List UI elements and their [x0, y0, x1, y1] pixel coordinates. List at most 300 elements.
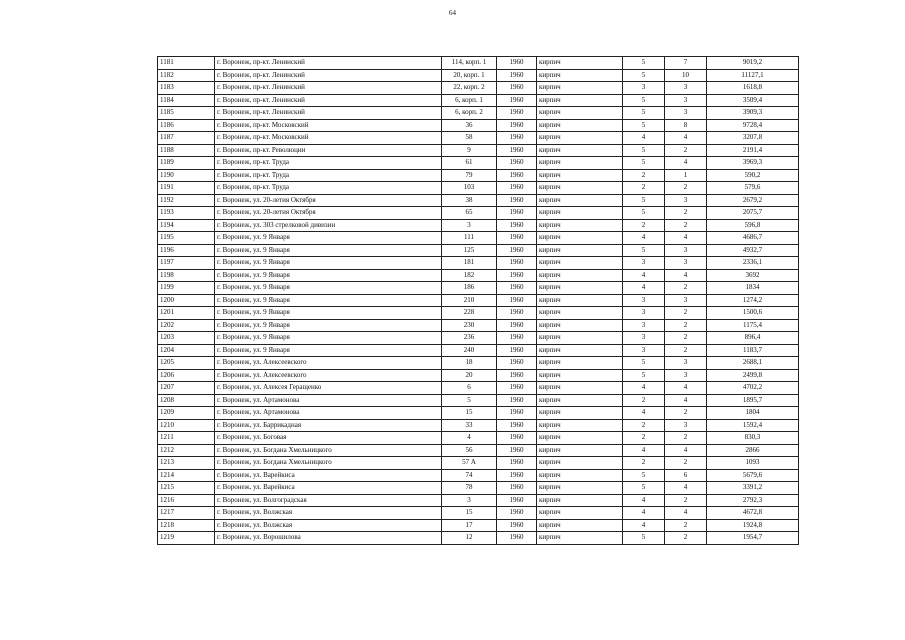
- table-row: [158, 257, 799, 270]
- floors-cell: 4: [623, 407, 665, 420]
- house-number-cell: 9: [442, 144, 497, 157]
- table-row: [158, 132, 799, 145]
- entrances-cell: 3: [665, 107, 707, 120]
- table-row: [158, 69, 799, 82]
- housing-registry-table: [157, 56, 799, 545]
- table-row: [158, 457, 799, 470]
- total-area-cell: 1183,7: [707, 344, 799, 357]
- total-area-cell: 2792,3: [707, 494, 799, 507]
- total-area-cell: 4702,2: [707, 382, 799, 395]
- build-year-cell: 1960: [497, 232, 537, 245]
- build-year-cell: 1960: [497, 269, 537, 282]
- total-area-cell: 2679,2: [707, 194, 799, 207]
- record-number-cell: 1212: [158, 444, 215, 457]
- address-cell: г. Воронеж, пр-кт. Ленинский: [215, 94, 442, 107]
- build-year-cell: 1960: [497, 319, 537, 332]
- address-cell: г. Воронеж, ул. 9 Января: [215, 232, 442, 245]
- address-cell: г. Воронеж, ул. Варейкиса: [215, 469, 442, 482]
- entrances-cell: 4: [665, 482, 707, 495]
- wall-material-cell: кирпич: [537, 132, 623, 145]
- entrances-cell: 3: [665, 357, 707, 370]
- wall-material-cell: кирпич: [537, 444, 623, 457]
- entrances-cell: 2: [665, 532, 707, 545]
- build-year-cell: 1960: [497, 394, 537, 407]
- entrances-cell: 2: [665, 144, 707, 157]
- house-number-cell: 236: [442, 332, 497, 345]
- entrances-cell: 2: [665, 344, 707, 357]
- page-number: 64: [449, 9, 456, 17]
- floors-cell: 3: [623, 294, 665, 307]
- build-year-cell: 1960: [497, 194, 537, 207]
- wall-material-cell: кирпич: [537, 244, 623, 257]
- address-cell: г. Воронеж, ул. 9 Января: [215, 307, 442, 320]
- table-row: [158, 282, 799, 295]
- total-area-cell: 1500,6: [707, 307, 799, 320]
- table-row: [158, 469, 799, 482]
- wall-material-cell: кирпич: [537, 357, 623, 370]
- total-area-cell: 11127,1: [707, 69, 799, 82]
- house-number-cell: 5: [442, 394, 497, 407]
- table-row: [158, 82, 799, 95]
- house-number-cell: 3: [442, 494, 497, 507]
- table-row: [158, 344, 799, 357]
- entrances-cell: 3: [665, 244, 707, 257]
- floors-cell: 4: [623, 494, 665, 507]
- floors-cell: 4: [623, 282, 665, 295]
- total-area-cell: 3692: [707, 269, 799, 282]
- address-cell: г. Воронеж, ул. 9 Января: [215, 282, 442, 295]
- house-number-cell: 103: [442, 182, 497, 195]
- floors-cell: 5: [623, 532, 665, 545]
- record-number-cell: 1197: [158, 257, 215, 270]
- floors-cell: 2: [623, 219, 665, 232]
- build-year-cell: 1960: [497, 457, 537, 470]
- record-number-cell: 1185: [158, 107, 215, 120]
- build-year-cell: 1960: [497, 257, 537, 270]
- entrances-cell: 3: [665, 257, 707, 270]
- total-area-cell: 1954,7: [707, 532, 799, 545]
- wall-material-cell: кирпич: [537, 369, 623, 382]
- table-row: [158, 419, 799, 432]
- entrances-cell: 2: [665, 307, 707, 320]
- address-cell: г. Воронеж, ул. Артамонова: [215, 394, 442, 407]
- build-year-cell: 1960: [497, 69, 537, 82]
- floors-cell: 3: [623, 332, 665, 345]
- build-year-cell: 1960: [497, 107, 537, 120]
- house-number-cell: 181: [442, 257, 497, 270]
- table-row: [158, 519, 799, 532]
- entrances-cell: 3: [665, 369, 707, 382]
- address-cell: г. Воронеж, пр-кт. Московский: [215, 119, 442, 132]
- wall-material-cell: кирпич: [537, 407, 623, 420]
- table-row: [158, 332, 799, 345]
- entrances-cell: 4: [665, 132, 707, 145]
- wall-material-cell: кирпич: [537, 482, 623, 495]
- total-area-cell: 2075,7: [707, 207, 799, 220]
- table-row: [158, 407, 799, 420]
- house-number-cell: 74: [442, 469, 497, 482]
- floors-cell: 4: [623, 269, 665, 282]
- house-number-cell: 58: [442, 132, 497, 145]
- house-number-cell: 111: [442, 232, 497, 245]
- record-number-cell: 1198: [158, 269, 215, 282]
- wall-material-cell: кирпич: [537, 382, 623, 395]
- wall-material-cell: кирпич: [537, 519, 623, 532]
- floors-cell: 4: [623, 519, 665, 532]
- table-row: [158, 169, 799, 182]
- address-cell: г. Воронеж, ул. 9 Января: [215, 319, 442, 332]
- record-number-cell: 1213: [158, 457, 215, 470]
- floors-cell: 5: [623, 244, 665, 257]
- house-number-cell: 6, корп. 1: [442, 94, 497, 107]
- wall-material-cell: кирпич: [537, 194, 623, 207]
- table-row: [158, 482, 799, 495]
- total-area-cell: 2336,1: [707, 257, 799, 270]
- wall-material-cell: кирпич: [537, 219, 623, 232]
- house-number-cell: 65: [442, 207, 497, 220]
- address-cell: г. Воронеж, ул. Волжская: [215, 507, 442, 520]
- record-number-cell: 1206: [158, 369, 215, 382]
- address-cell: г. Воронеж, пр-кт. Труда: [215, 157, 442, 170]
- build-year-cell: 1960: [497, 57, 537, 70]
- record-number-cell: 1188: [158, 144, 215, 157]
- build-year-cell: 1960: [497, 82, 537, 95]
- build-year-cell: 1960: [497, 219, 537, 232]
- table-row: [158, 207, 799, 220]
- record-number-cell: 1215: [158, 482, 215, 495]
- entrances-cell: 4: [665, 394, 707, 407]
- entrances-cell: 2: [665, 219, 707, 232]
- record-number-cell: 1195: [158, 232, 215, 245]
- table-row: [158, 307, 799, 320]
- house-number-cell: 6: [442, 382, 497, 395]
- total-area-cell: 4686,7: [707, 232, 799, 245]
- total-area-cell: 4932,7: [707, 244, 799, 257]
- total-area-cell: 3391,2: [707, 482, 799, 495]
- total-area-cell: 3969,3: [707, 157, 799, 170]
- entrances-cell: 1: [665, 169, 707, 182]
- floors-cell: 4: [623, 132, 665, 145]
- build-year-cell: 1960: [497, 519, 537, 532]
- wall-material-cell: кирпич: [537, 144, 623, 157]
- entrances-cell: 4: [665, 269, 707, 282]
- address-cell: г. Воронеж, ул. Алексея Геращенко: [215, 382, 442, 395]
- wall-material-cell: кирпич: [537, 307, 623, 320]
- floors-cell: 2: [623, 419, 665, 432]
- address-cell: г. Воронеж, ул. 9 Января: [215, 257, 442, 270]
- total-area-cell: 2499,8: [707, 369, 799, 382]
- wall-material-cell: кирпич: [537, 507, 623, 520]
- total-area-cell: 1175,4: [707, 319, 799, 332]
- table-row: [158, 382, 799, 395]
- entrances-cell: 4: [665, 507, 707, 520]
- build-year-cell: 1960: [497, 382, 537, 395]
- entrances-cell: 2: [665, 457, 707, 470]
- record-number-cell: 1208: [158, 394, 215, 407]
- table-row: [158, 444, 799, 457]
- total-area-cell: 1924,8: [707, 519, 799, 532]
- entrances-cell: 8: [665, 119, 707, 132]
- address-cell: г. Воронеж, ул. Богдана Хмельницкого: [215, 444, 442, 457]
- address-cell: г. Воронеж, ул. Баррикадная: [215, 419, 442, 432]
- record-number-cell: 1184: [158, 94, 215, 107]
- total-area-cell: 830,3: [707, 432, 799, 445]
- house-number-cell: 18: [442, 357, 497, 370]
- address-cell: г. Воронеж, пр-кт. Ленинский: [215, 69, 442, 82]
- build-year-cell: 1960: [497, 244, 537, 257]
- house-number-cell: 61: [442, 157, 497, 170]
- record-number-cell: 1193: [158, 207, 215, 220]
- table-row: [158, 494, 799, 507]
- build-year-cell: 1960: [497, 157, 537, 170]
- wall-material-cell: кирпич: [537, 332, 623, 345]
- house-number-cell: 114, корп. 1: [442, 57, 497, 70]
- table-row: [158, 394, 799, 407]
- build-year-cell: 1960: [497, 207, 537, 220]
- build-year-cell: 1960: [497, 444, 537, 457]
- wall-material-cell: кирпич: [537, 282, 623, 295]
- record-number-cell: 1204: [158, 344, 215, 357]
- build-year-cell: 1960: [497, 144, 537, 157]
- floors-cell: 5: [623, 357, 665, 370]
- wall-material-cell: кирпич: [537, 532, 623, 545]
- table-row: [158, 369, 799, 382]
- address-cell: г. Воронеж, пр-кт. Ленинский: [215, 107, 442, 120]
- wall-material-cell: кирпич: [537, 344, 623, 357]
- entrances-cell: 4: [665, 382, 707, 395]
- table-row: [158, 432, 799, 445]
- house-number-cell: 33: [442, 419, 497, 432]
- record-number-cell: 1207: [158, 382, 215, 395]
- wall-material-cell: кирпич: [537, 157, 623, 170]
- wall-material-cell: кирпич: [537, 57, 623, 70]
- record-number-cell: 1190: [158, 169, 215, 182]
- entrances-cell: 2: [665, 432, 707, 445]
- address-cell: г. Воронеж, пр-кт. Московский: [215, 132, 442, 145]
- address-cell: г. Воронеж, ул. 9 Января: [215, 344, 442, 357]
- floors-cell: 5: [623, 157, 665, 170]
- record-number-cell: 1187: [158, 132, 215, 145]
- record-number-cell: 1183: [158, 82, 215, 95]
- wall-material-cell: кирпич: [537, 94, 623, 107]
- floors-cell: 5: [623, 107, 665, 120]
- house-number-cell: 20: [442, 369, 497, 382]
- house-number-cell: 17: [442, 519, 497, 532]
- floors-cell: 5: [623, 119, 665, 132]
- build-year-cell: 1960: [497, 119, 537, 132]
- record-number-cell: 1201: [158, 307, 215, 320]
- house-number-cell: 38: [442, 194, 497, 207]
- house-number-cell: 56: [442, 444, 497, 457]
- record-number-cell: 1210: [158, 419, 215, 432]
- floors-cell: 2: [623, 169, 665, 182]
- record-number-cell: 1186: [158, 119, 215, 132]
- entrances-cell: 3: [665, 194, 707, 207]
- house-number-cell: 186: [442, 282, 497, 295]
- address-cell: г. Воронеж, ул. Алексеевского: [215, 369, 442, 382]
- table-row: [158, 107, 799, 120]
- wall-material-cell: кирпич: [537, 494, 623, 507]
- floors-cell: 2: [623, 457, 665, 470]
- table-row: [158, 294, 799, 307]
- build-year-cell: 1960: [497, 369, 537, 382]
- build-year-cell: 1960: [497, 344, 537, 357]
- floors-cell: 3: [623, 307, 665, 320]
- build-year-cell: 1960: [497, 469, 537, 482]
- total-area-cell: 4672,8: [707, 507, 799, 520]
- wall-material-cell: кирпич: [537, 107, 623, 120]
- address-cell: г. Воронеж, ул. 20-летия Октября: [215, 194, 442, 207]
- total-area-cell: 596,8: [707, 219, 799, 232]
- address-cell: г. Воронеж, пр-кт. Революции: [215, 144, 442, 157]
- floors-cell: 4: [623, 382, 665, 395]
- wall-material-cell: кирпич: [537, 394, 623, 407]
- entrances-cell: 2: [665, 494, 707, 507]
- wall-material-cell: кирпич: [537, 169, 623, 182]
- entrances-cell: 10: [665, 69, 707, 82]
- table-row: [158, 94, 799, 107]
- address-cell: г. Воронеж, ул. 9 Января: [215, 294, 442, 307]
- record-number-cell: 1181: [158, 57, 215, 70]
- total-area-cell: 5679,6: [707, 469, 799, 482]
- wall-material-cell: кирпич: [537, 207, 623, 220]
- house-number-cell: 22, корп. 2: [442, 82, 497, 95]
- floors-cell: 3: [623, 319, 665, 332]
- record-number-cell: 1202: [158, 319, 215, 332]
- address-cell: г. Воронеж, ул. Волжская: [215, 519, 442, 532]
- table-row: [158, 232, 799, 245]
- wall-material-cell: кирпич: [537, 257, 623, 270]
- build-year-cell: 1960: [497, 507, 537, 520]
- wall-material-cell: кирпич: [537, 419, 623, 432]
- table-row: [158, 182, 799, 195]
- wall-material-cell: кирпич: [537, 182, 623, 195]
- total-area-cell: 1274,2: [707, 294, 799, 307]
- address-cell: г. Воронеж, ул. 20-летия Октября: [215, 207, 442, 220]
- wall-material-cell: кирпич: [537, 469, 623, 482]
- total-area-cell: 1895,7: [707, 394, 799, 407]
- build-year-cell: 1960: [497, 182, 537, 195]
- house-number-cell: 15: [442, 507, 497, 520]
- floors-cell: 5: [623, 369, 665, 382]
- house-number-cell: 230: [442, 319, 497, 332]
- build-year-cell: 1960: [497, 419, 537, 432]
- entrances-cell: 3: [665, 82, 707, 95]
- floors-cell: 3: [623, 344, 665, 357]
- wall-material-cell: кирпич: [537, 119, 623, 132]
- total-area-cell: 3207,8: [707, 132, 799, 145]
- entrances-cell: 2: [665, 282, 707, 295]
- record-number-cell: 1214: [158, 469, 215, 482]
- house-number-cell: 78: [442, 482, 497, 495]
- wall-material-cell: кирпич: [537, 432, 623, 445]
- record-number-cell: 1194: [158, 219, 215, 232]
- entrances-cell: 6: [665, 469, 707, 482]
- total-area-cell: 1093: [707, 457, 799, 470]
- address-cell: г. Воронеж, ул. 9 Января: [215, 332, 442, 345]
- wall-material-cell: кирпич: [537, 294, 623, 307]
- entrances-cell: 2: [665, 519, 707, 532]
- table-row: [158, 269, 799, 282]
- house-number-cell: 15: [442, 407, 497, 420]
- total-area-cell: 9019,2: [707, 57, 799, 70]
- floors-cell: 3: [623, 257, 665, 270]
- total-area-cell: 1618,8: [707, 82, 799, 95]
- record-number-cell: 1203: [158, 332, 215, 345]
- wall-material-cell: кирпич: [537, 82, 623, 95]
- house-number-cell: 36: [442, 119, 497, 132]
- entrances-cell: 4: [665, 157, 707, 170]
- floors-cell: 4: [623, 507, 665, 520]
- house-number-cell: 20, корп. 1: [442, 69, 497, 82]
- build-year-cell: 1960: [497, 169, 537, 182]
- build-year-cell: 1960: [497, 132, 537, 145]
- address-cell: г. Воронеж, пр-кт. Труда: [215, 182, 442, 195]
- build-year-cell: 1960: [497, 407, 537, 420]
- address-cell: г. Воронеж, ул. Алексеевского: [215, 357, 442, 370]
- entrances-cell: 2: [665, 207, 707, 220]
- total-area-cell: 2688,1: [707, 357, 799, 370]
- entrances-cell: 3: [665, 419, 707, 432]
- table-row: [158, 244, 799, 257]
- table-row: [158, 319, 799, 332]
- record-number-cell: 1200: [158, 294, 215, 307]
- wall-material-cell: кирпич: [537, 457, 623, 470]
- record-number-cell: 1217: [158, 507, 215, 520]
- address-cell: г. Воронеж, ул. Волгоградская: [215, 494, 442, 507]
- floors-cell: 4: [623, 444, 665, 457]
- table-row: [158, 144, 799, 157]
- entrances-cell: 4: [665, 232, 707, 245]
- address-cell: г. Воронеж, ул. 303 стрелковой дивизии: [215, 219, 442, 232]
- address-cell: г. Воронеж, ул. Артамонова: [215, 407, 442, 420]
- address-cell: г. Воронеж, пр-кт. Труда: [215, 169, 442, 182]
- floors-cell: 2: [623, 432, 665, 445]
- floors-cell: 4: [623, 232, 665, 245]
- record-number-cell: 1199: [158, 282, 215, 295]
- house-number-cell: 12: [442, 532, 497, 545]
- house-number-cell: 3: [442, 219, 497, 232]
- total-area-cell: 9728,4: [707, 119, 799, 132]
- house-number-cell: 210: [442, 294, 497, 307]
- total-area-cell: 2866: [707, 444, 799, 457]
- record-number-cell: 1182: [158, 69, 215, 82]
- entrances-cell: 3: [665, 94, 707, 107]
- record-number-cell: 1192: [158, 194, 215, 207]
- house-number-cell: 6, корп. 2: [442, 107, 497, 120]
- entrances-cell: 2: [665, 407, 707, 420]
- house-number-cell: 228: [442, 307, 497, 320]
- house-number-cell: 57 А: [442, 457, 497, 470]
- total-area-cell: 3909,3: [707, 107, 799, 120]
- build-year-cell: 1960: [497, 332, 537, 345]
- total-area-cell: 1592,4: [707, 419, 799, 432]
- build-year-cell: 1960: [497, 94, 537, 107]
- wall-material-cell: кирпич: [537, 269, 623, 282]
- total-area-cell: 3509,4: [707, 94, 799, 107]
- house-number-cell: 125: [442, 244, 497, 257]
- address-cell: г. Воронеж, ул. Богдана Хмельницкого: [215, 457, 442, 470]
- total-area-cell: 1834: [707, 282, 799, 295]
- table-row: [158, 219, 799, 232]
- total-area-cell: 896,4: [707, 332, 799, 345]
- floors-cell: 3: [623, 82, 665, 95]
- house-number-cell: 182: [442, 269, 497, 282]
- floors-cell: 5: [623, 144, 665, 157]
- address-cell: г. Воронеж, ул. 9 Января: [215, 269, 442, 282]
- wall-material-cell: кирпич: [537, 319, 623, 332]
- floors-cell: 5: [623, 69, 665, 82]
